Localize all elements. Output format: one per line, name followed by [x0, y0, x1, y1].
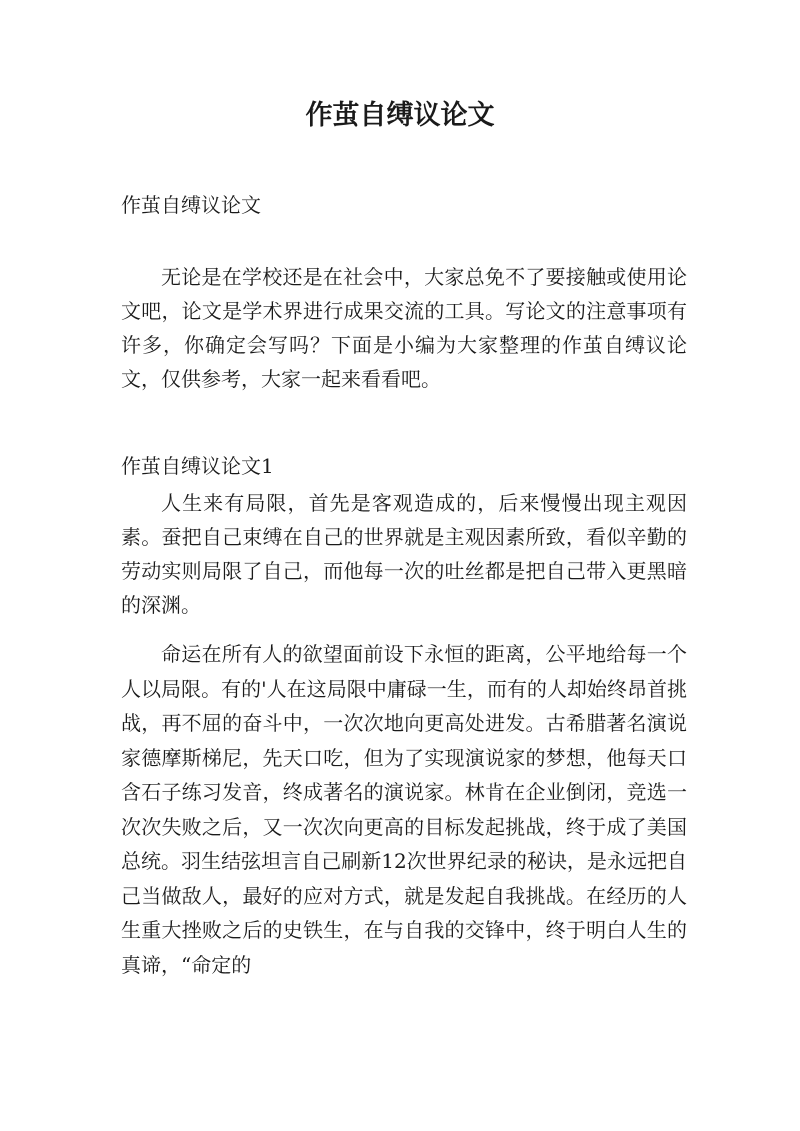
intro-paragraph: 无论是在学校还是在社会中，大家总免不了要接触或使用论文吧，论文是学术界进行成果交流的工具。写论文的注意事项有许多，你确定会写吗？下面是小编为大家整理的作茧自缚议论文，仅供参考，大家一起来看看吧。 — [121, 265, 687, 391]
document-subtitle: 作茧自缚议论文 — [121, 193, 261, 217]
section-heading: 作茧自缚议论文1 — [121, 454, 274, 478]
body-paragraph-2: 命运在所有人的欲望面前设下永恒的距离，公平地给每一个人以局限。有的'人在这局限中庸碌一生，而有的人却始终昂首挑战，再不屈的奋斗中，一次次地向更高处进发。古希腊著名演说家德摩斯梯尼，先天口吃，但为了实现演说家的梦想，他每天口含石子练习发音，终成著名的演说家。林肯在企业倒闭，竞选一次次失败之后，又一次次向更高的目标发起挑战，终于成了美国总统。羽生结弦坦言自己刷新12次世界纪录的秘诀，是永远把自己当做敌人，最好的应对方式，就是发起自我挑战。在经历的人生重大挫败之后的史铁生，在与自我的交锋中，终于明白人生的真谛，“命定的 — [121, 642, 687, 977]
page-title: 作茧自缚议论文 — [305, 100, 495, 131]
body-paragraph-1: 人生来有局限，首先是客观造成的，后来慢慢出现主观因素。蚕把自己束缚在自己的世界就是主观因素所致，看似辛勤的劳动实则局限了自己，而他每一次的吐丝都是把自己带入更黑暗的深渊。 — [121, 491, 687, 617]
